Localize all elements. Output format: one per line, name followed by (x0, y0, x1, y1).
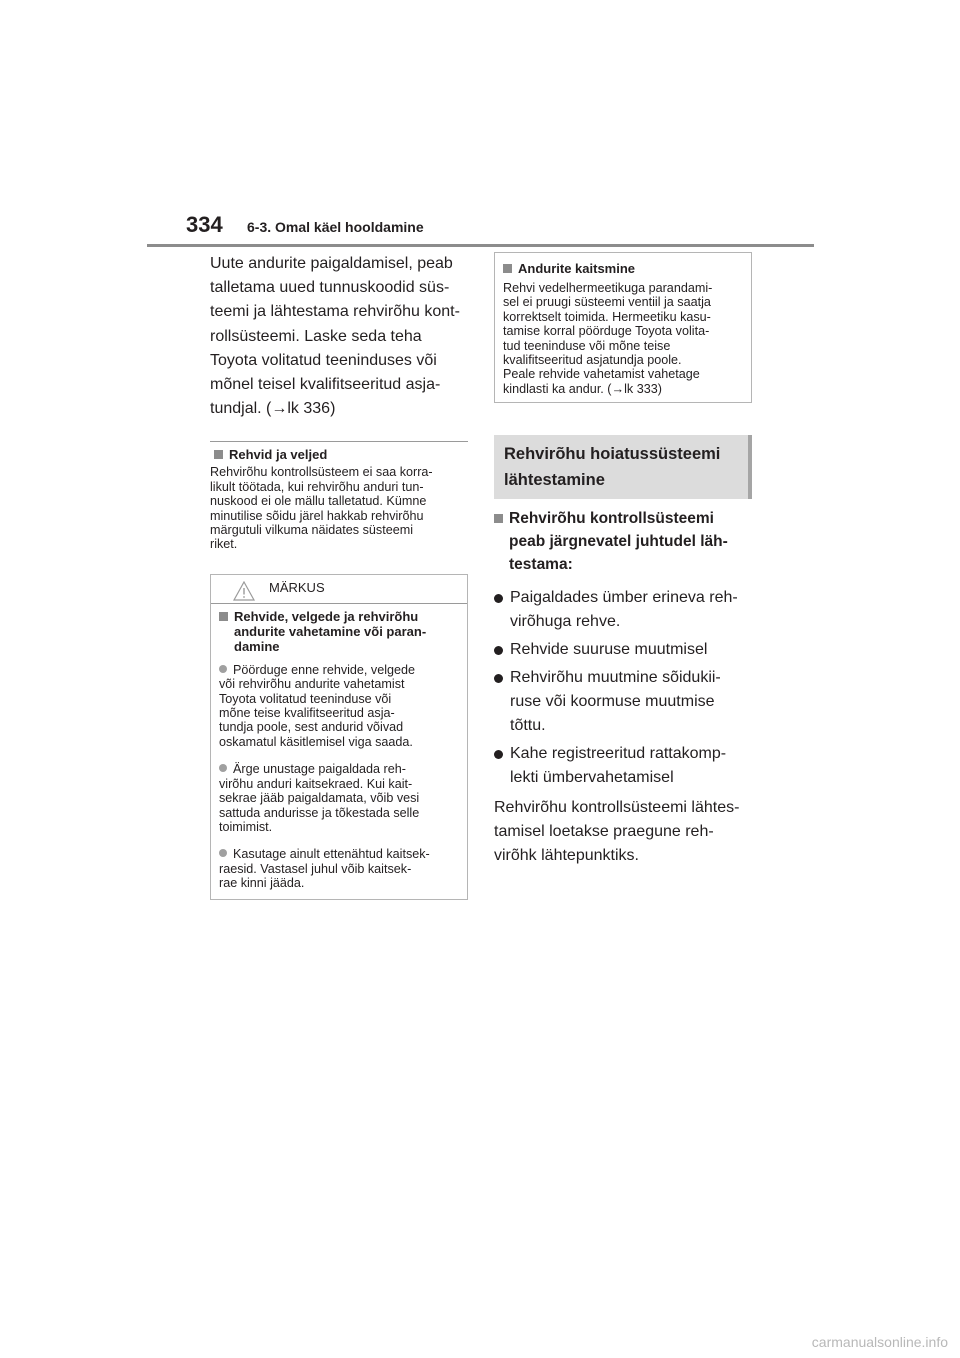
list-item-line: Rehvide suuruse muutmisel (510, 641, 708, 658)
note-bullet-line: virõhu anduri kaitsekraed. Kui kait- (219, 776, 413, 791)
list-item-line: lekti ümbervahetamisel (510, 769, 674, 786)
square-bullet-icon (503, 264, 512, 273)
tires-line: Rehvirõhu kontrollsüsteem ei saa korra- (210, 465, 433, 480)
list-item-line: tõttu. (510, 717, 546, 734)
list-item-line: ruse või koormuse muutmise (510, 693, 715, 710)
tires-line: minutilise sõidu järel hakkab rehvirõhu (210, 508, 424, 523)
closing-paragraph (494, 796, 752, 869)
sensor-protection-box (494, 252, 752, 403)
closing-line: Rehvirõhu kontrollsüsteemi lähtes- (494, 799, 740, 816)
note-bullet (219, 663, 459, 749)
note-bullet-line (219, 762, 459, 776)
sensor-line: korrektselt toimida. Hermeetiku kasu- (503, 309, 711, 324)
sensor-line: Peale rehvide vahetamist vahetage (503, 367, 700, 382)
note-heading-text: Rehvide, velgede ja rehvirõhu (234, 608, 419, 624)
bullet-dot-icon (494, 594, 503, 603)
tires-line: märgutuli vilkuma näidates süsteemi (210, 523, 413, 538)
reset-heading-line: testama: (509, 556, 573, 573)
header-rule (147, 244, 814, 247)
intro-line: rollsüsteemi. Laske seda teha (210, 327, 422, 345)
reset-heading-line: peab järgnevatel juhtudel läh- (509, 533, 728, 550)
sensor-line: kvalifitseeritud asjatundja poole. (503, 353, 682, 368)
note-bullet-text: Kasutage ainult ettenähtud kaitsek- (233, 847, 430, 862)
sensor-line: tud teeninduse või mõne teise (503, 338, 671, 353)
note-header (219, 575, 459, 603)
warning-triangle-icon (233, 581, 255, 601)
reset-heading-line (494, 507, 752, 530)
note-bullet-line (219, 847, 459, 861)
left-column (210, 252, 468, 900)
note-heading-line: damine (234, 638, 280, 654)
note-bullet-text: Ärge unustage paigaldada reh- (233, 762, 406, 777)
reset-section-title: lähtestamine (504, 471, 605, 489)
closing-line: virõhk lähtepunktiks. (494, 847, 639, 865)
square-bullet-icon (214, 450, 223, 459)
note-bullet (219, 762, 459, 834)
note-bullet-line: oskamatul käsitlemisel viga saada. (219, 734, 413, 749)
note-bullet-line: mõne teise kvalifitseeritud asja- (219, 706, 395, 721)
list-item-line: Kahe registreeritud rattakomp- (510, 745, 727, 762)
intro-line: tundjal. (→lk 336) (210, 400, 336, 418)
bullet-dot-icon (494, 674, 503, 683)
note-heading-line (219, 609, 459, 624)
square-bullet-icon (219, 612, 228, 621)
intro-line: teemi ja lähtestama rehvirõhu kont- (210, 303, 460, 321)
tires-text (210, 465, 468, 551)
intro-line: talletama uued tunnuskoodid süs- (210, 279, 450, 297)
note-bullet-line: sekrae jääb paigaldamata, võib vesi (219, 791, 420, 806)
page-number: 334 (186, 212, 223, 237)
note-bullet-line: sattuda andurisse ja tõkestada selle (219, 805, 420, 820)
note-bullet-text: Pöörduge enne rehvide, velgede (233, 662, 416, 677)
note-bullet-line: raesid. Vastasel juhul võib kaitsek- (219, 861, 412, 876)
bullet-dot-icon (219, 849, 227, 857)
sensor-line: tamise korral pöörduge Toyota volita- (503, 324, 710, 339)
bullet-dot-icon (494, 750, 503, 759)
sensor-heading (503, 261, 743, 276)
note-bullet-line (219, 663, 459, 677)
reset-section-title: Rehvirõhu hoiatussüsteemi (504, 445, 721, 463)
tires-heading-text: Rehvid ja veljed (229, 447, 328, 463)
bullet-dot-icon (494, 646, 503, 655)
note-label: MÄRKUS (269, 579, 325, 595)
sensor-line: sel ei pruugi süsteemi ventiil ja saatja (503, 295, 711, 310)
sensor-line: kindlasti ka andur. (→lk 333) (503, 381, 662, 396)
intro-line: Uute andurite paigaldamisel, peab (210, 255, 453, 272)
note-bullet-line: rae kinni jääda. (219, 876, 305, 891)
note-heading (219, 609, 459, 654)
note-bullet-line: tundja poole, sest andurid võivad (219, 720, 404, 735)
note-bullet-line: Toyota volitatud teeninduse või (219, 691, 392, 706)
tires-line: nuskood ei ole mällu talletatud. Kümne (210, 494, 427, 509)
sensor-heading-text: Andurite kaitsmine (518, 261, 636, 276)
list-item (494, 742, 752, 790)
intro-paragraph (210, 252, 468, 421)
tires-line: likult töötada, kui rehvirõhu anduri tun- (210, 479, 424, 494)
sensor-line: Rehvi vedelhermeetikuga parandami- (503, 281, 713, 295)
section-divider (210, 441, 468, 442)
square-bullet-icon (494, 514, 503, 523)
note-box (210, 574, 468, 900)
intro-line: mõnel teisel kvalifitseeritud asja- (210, 376, 441, 394)
list-item-line: virõhuga rehve. (510, 613, 621, 630)
intro-line: Toyota volitatud teeninduses või (210, 351, 437, 369)
tires-line: riket. (210, 537, 238, 552)
note-heading-line: andurite vahetamine või paran- (234, 623, 427, 639)
note-bullet (219, 847, 459, 890)
list-item-line: Paigaldades ümber erineva reh- (510, 589, 738, 606)
bullet-dot-icon (219, 764, 227, 772)
note-bullet-line: toimimist. (219, 819, 273, 834)
list-item (494, 586, 752, 634)
bullet-dot-icon (219, 665, 227, 673)
tires-section (210, 447, 468, 551)
reset-list (494, 586, 752, 790)
reset-section-title-bar (494, 435, 752, 499)
note-bullet-line: või rehvirõhu andurite vahetamist (219, 677, 405, 692)
list-item (494, 666, 752, 738)
sensor-text (503, 281, 743, 396)
reset-heading (494, 507, 752, 576)
tires-heading (214, 447, 468, 462)
closing-line: tamisel loetakse praegune reh- (494, 823, 714, 841)
watermark: carmanualsonline.info (811, 1334, 948, 1350)
list-item (494, 638, 752, 662)
list-item-line: Rehvirõhu muutmine sõidukii- (510, 669, 721, 686)
section-title: 6-3. Omal käel hooldamine (247, 219, 424, 235)
right-column (494, 252, 752, 869)
reset-heading-text: Rehvirõhu kontrollsüsteemi (509, 510, 714, 527)
note-header-divider (211, 603, 467, 604)
